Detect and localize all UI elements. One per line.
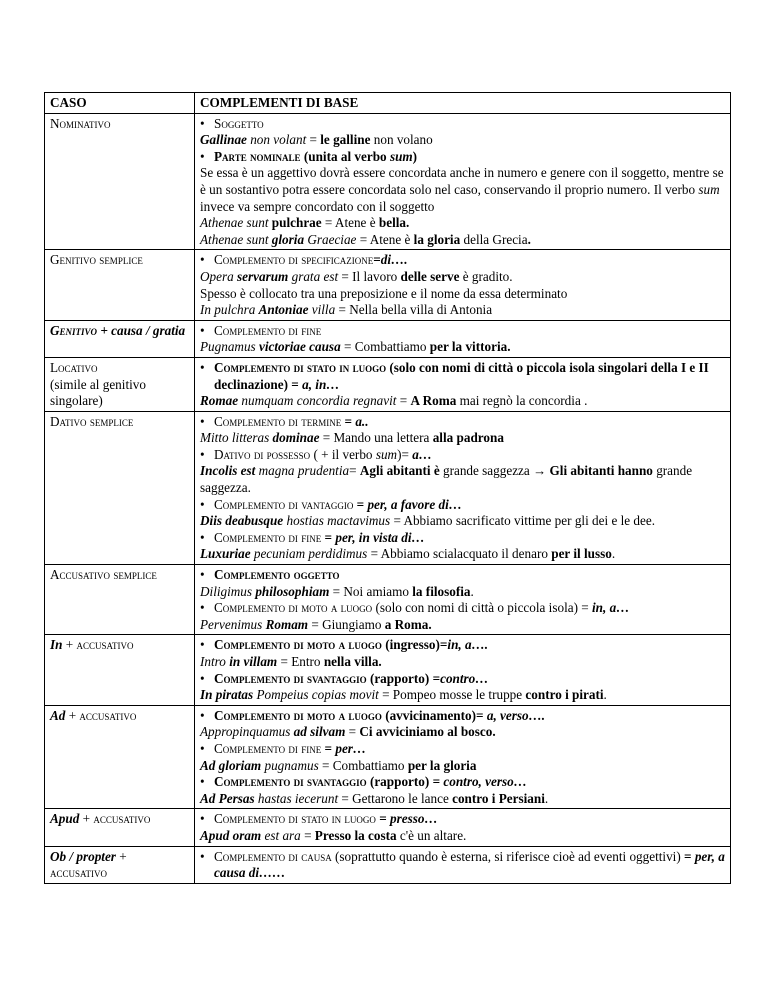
bullet-icon: •	[200, 252, 205, 268]
example-line: Mitto litteras dominae = Mando una lettera alla padrona	[200, 430, 504, 446]
bullet-icon: •	[200, 496, 205, 512]
table-row	[45, 411, 731, 564]
complements-cell	[195, 846, 731, 883]
complement-heading: • Complemento di causa (soprattutto quando è esterna, si riferisce cioè ad eventi oggettivi) = per, a causa di……	[200, 848, 725, 881]
bullet-icon: •	[200, 740, 205, 756]
case-cell: Apud + accusativo	[45, 809, 195, 846]
example-line: Opera servarum grata est = Il lavoro delle serve è gradito.	[200, 268, 513, 284]
case-cell	[45, 250, 195, 320]
complement-heading: • Complemento di moto a luogo (avvicinamento)= a, verso….	[200, 707, 546, 723]
bullet-icon: •	[200, 148, 205, 164]
complement-heading: • Complemento di moto a luogo (solo con nomi di città o piccola isola) = in, a…	[200, 600, 630, 616]
example-line: Pervenimus Romam = Giungiamo a Roma.	[200, 616, 432, 632]
case-cell	[45, 113, 195, 250]
case-name: Accusativo semplice	[50, 567, 157, 583]
complements-cell	[195, 411, 731, 564]
example-line: Ad gloriam pugnamus = Combattiamo per la gloria	[200, 757, 477, 773]
example-line: Pugnamus victoriae causa = Combattiamo per la vittoria.	[200, 339, 511, 355]
case-name: Genitivo semplice	[50, 252, 143, 268]
complement-heading: • Parte nominale (unita al verbo sum)	[200, 148, 418, 164]
example-line: Gallinae non volant = le galline non volano	[200, 132, 433, 148]
example-line: Diligimus philosophiam = Noi amiamo la filosofia.	[200, 583, 474, 599]
table-row	[45, 357, 731, 411]
bullet-icon: •	[200, 567, 205, 583]
table-row	[45, 635, 731, 705]
note-line: Se essa è un aggettivo dovrà essere concordata anche in numero e genere con il soggetto, mentre se è un sostantivo potra essere concordata solo nel caso, conservando il proprio numero. Il verbo sum invece va sempre concordato con il soggetto	[200, 165, 724, 214]
table-header-row	[45, 93, 731, 114]
complement-heading: • Complemento di svantaggio (rapporto) = contro, verso…	[200, 774, 527, 790]
example-line: Intro in villam = Entro nella villa.	[200, 654, 382, 669]
example-line: In piratas Pompeius copias movit = Pompeo mosse le truppe contro i pirati.	[200, 687, 607, 703]
table-row	[45, 320, 731, 357]
example-line: Appropinquamus ad silvam = Ci avviciniamo al bosco.	[200, 724, 496, 740]
case-cell: In + accusativo	[45, 635, 195, 705]
example-line: Romae numquam concordia regnavit = A Roma mai regnò la concordia .	[200, 393, 588, 409]
bullet-icon: •	[200, 413, 205, 429]
example-line: Ad Persas hastas iecerunt = Gettarono le lance contro i Persiani.	[200, 790, 549, 806]
bullet-icon: •	[200, 115, 205, 131]
complement-heading: • Complemento di svantaggio (rapporto) =contro…	[200, 670, 489, 686]
complement-heading: • Complemento di fine	[200, 322, 322, 338]
table-row	[45, 846, 731, 883]
example-line: Luxuriae pecuniam perdidimus = Abbiamo scialacquato il denaro per il lusso.	[200, 546, 616, 562]
complements-cell	[195, 113, 731, 250]
complement-heading: • Complemento di fine = per…	[200, 740, 367, 756]
bullet-icon: •	[200, 446, 205, 462]
header-complementi: COMPLEMENTI DI BASE	[195, 93, 731, 114]
bullet-icon: •	[200, 670, 205, 686]
example-line: Incolis est magna prudentia= Agli abitanti è grande saggezza → Gli abitanti hanno grande saggezza.	[200, 463, 693, 496]
header-caso: CASO	[45, 93, 195, 114]
complement-heading: • Complemento di fine = per, in vista di…	[200, 529, 425, 545]
complement-heading: • Soggetto	[200, 115, 264, 131]
case-cell: Ad + accusativo	[45, 705, 195, 809]
complement-heading: • Complemento di stato in luogo = presso…	[200, 811, 438, 827]
table-row	[45, 809, 731, 846]
complement-heading: • Complemento di specificazione=di….	[200, 252, 408, 268]
complement-heading: • Complemento di termine = a..	[200, 413, 369, 429]
table-row	[45, 113, 731, 250]
example-line: Diis deabusque hostias mactavimus = Abbiamo sacrificato vittime per gli dei e le dee.	[200, 513, 656, 529]
example-line: Athenae sunt gloria Graeciae = Atene è la gloria della Grecia.	[200, 231, 531, 247]
case-cell: Genitivo + causa / gratia	[45, 320, 195, 357]
bullet-icon: •	[200, 322, 205, 338]
complements-cell	[195, 809, 731, 846]
complement-heading: • Complemento di moto a luogo (ingresso)=in, a….	[200, 637, 489, 653]
bullet-icon: •	[200, 529, 205, 545]
bullet-icon: •	[200, 811, 205, 827]
complements-cell	[195, 357, 731, 411]
complements-cell	[195, 635, 731, 705]
complement-heading: • Dativo di possesso ( + il verbo sum)= a…	[200, 446, 432, 462]
complements-cell	[195, 320, 731, 357]
bullet-icon: •	[200, 637, 205, 653]
complement-heading: • Complemento di stato in luogo (solo con nomi di città o piccola isola singolari della I e II declinazione) = a, in…	[200, 359, 709, 392]
table-row	[45, 565, 731, 635]
case-name: Dativo semplice	[50, 413, 134, 429]
complement-heading: • Complemento di vantaggio = per, a favore di…	[200, 496, 462, 512]
case-cell	[45, 565, 195, 635]
table-row	[45, 250, 731, 320]
note-line: Spesso è collocato tra una preposizione e il nome da essa determinato	[200, 285, 568, 301]
cases-table	[44, 92, 731, 884]
example-line: Apud oram est ara = Presso la costa c'è un altare.	[200, 827, 467, 843]
case-cell	[45, 411, 195, 564]
bullet-icon: •	[200, 359, 205, 375]
case-cell	[45, 357, 195, 411]
complement-heading: • Complemento oggetto	[200, 567, 340, 583]
bullet-icon: •	[200, 600, 205, 616]
case-name: Nominativo	[50, 115, 111, 131]
example-line: Athenae sunt pulchrae = Atene è bella.	[200, 215, 410, 231]
example-line: In pulchra Antoniae villa = Nella bella villa di Antonia	[200, 302, 493, 318]
case-name: Locativo	[50, 359, 98, 375]
table-row	[45, 705, 731, 809]
complements-cell	[195, 565, 731, 635]
bullet-icon: •	[200, 774, 205, 790]
bullet-icon: •	[200, 848, 205, 864]
case-note: (simile al genitivo singolare)	[50, 376, 146, 409]
bullet-icon: •	[200, 707, 205, 723]
complements-cell	[195, 705, 731, 809]
case-cell: Ob / propter + accusativo	[45, 846, 195, 883]
complements-cell	[195, 250, 731, 320]
